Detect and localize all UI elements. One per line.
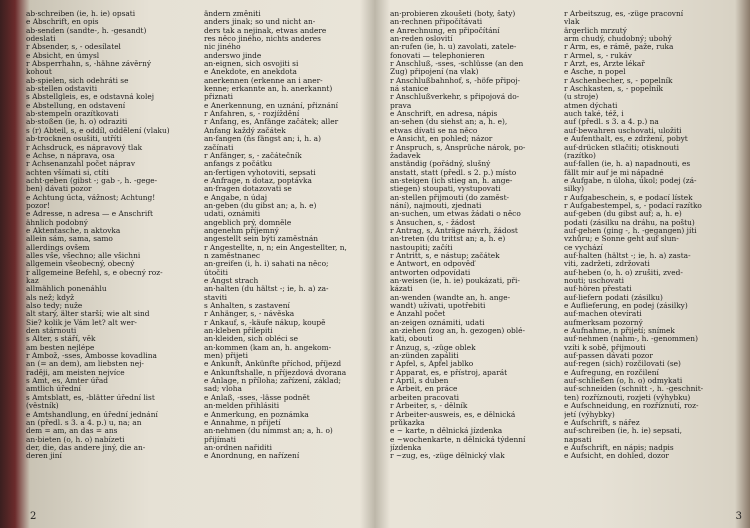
dictionary-line: an·greifen (i, h. i) sahati na něco; [204, 260, 329, 269]
dictionary-line: e Aktentasche, n aktovka [26, 226, 121, 235]
dictionary-line: als než; když [26, 293, 75, 302]
dictionary-line: r Arbeiter-ausweis, es, e dělnická [390, 410, 516, 419]
dictionary-line: anfangs z počátku [204, 160, 273, 169]
dictionary-line: r Antrag, s, Anträge návrh, žádost [390, 226, 518, 235]
dictionary-line: r Arzt, es, Ärzte lékař [564, 60, 645, 69]
dictionary-line: viti, zadržeti, zdržovati [564, 260, 650, 269]
dictionary-line: ab·spielen, sich odehráti se [26, 76, 129, 85]
dictionary-line: den stárnouti [26, 327, 77, 336]
dictionary-line: ten) rozříznouti, rozjeti (výhybku) [564, 393, 691, 402]
dictionary-line: an·rechnen připočítávati [390, 18, 483, 27]
dictionary-line: e Anzahl počet [390, 310, 446, 319]
dictionary-line: e ~ karte, n dělnická jízdenka [390, 427, 503, 436]
dictionary-line: auch také, též, i [564, 110, 624, 119]
dictionary-line: e Antwort, en odpověď [390, 260, 475, 269]
dictionary-line: e Aufgabe, n úloha, úkol; podej (zá- [564, 176, 697, 185]
dictionary-line: r Anschlußverkehr, s připojová do- [390, 93, 520, 102]
dictionary-line: e Aufregung, en rozčilení [564, 368, 659, 377]
dictionary-line: r Absperrhahn, s, -hähne závěrný [26, 60, 152, 69]
dictionary-line: Zug) připojení (na vlak) [390, 68, 479, 77]
dictionary-line: kati, obouti [390, 335, 433, 344]
dictionary-line: e ~wochenkarte, n dělnická týdenní [390, 435, 526, 444]
dictionary-line: s (r) Abteil, s, e oddíl, oddělení (vlaku) [26, 126, 170, 135]
dictionary-line: r Absender, s, - odesílatel [26, 43, 121, 52]
dictionary-line: r Achsdruck, es nápravový tlak [26, 143, 143, 152]
dictionary-line: an·fragen dotazovati se [204, 185, 292, 194]
dictionary-line: e Angabe, n údaj [204, 193, 268, 202]
dictionary-line: auf·passen dávati pozor [564, 352, 653, 361]
dictionary-line: r Aschkasten, s, - popelník [564, 85, 663, 94]
dictionary-line: e Aufsicht, en dohled, dozor [564, 452, 669, 461]
dictionary-line: auf·gehen (ging -, h. -gegangen) jíti [564, 226, 697, 235]
dictionary-line: r Ärmel, s, - rukáv [564, 51, 632, 60]
right-page-column-2 [564, 10, 730, 461]
dictionary-line: an·kommen (kam an, h. angekom- [204, 343, 332, 352]
dictionary-line: r Angestellte, n, n; ein Angestellter, n, [204, 243, 347, 252]
dictionary-line: (razítko) [564, 151, 596, 160]
dictionary-line: ab·stoßen (ie, h. o) odraziti [26, 118, 128, 127]
dictionary-line: auf·machen otevírati [564, 310, 642, 319]
dictionary-line: nastoupiti; začíti [390, 243, 453, 252]
dictionary-line: r Anschlußbahnhof, s, -höfe připoj- [390, 76, 521, 85]
dictionary-line: e Anmerkung, en poznámka [204, 410, 309, 419]
dictionary-line: am besten nejlépe [26, 343, 95, 352]
dictionary-line: e Aufnahme, n přijetí; snímek [564, 327, 675, 336]
dictionary-line: přijímati [204, 435, 237, 444]
dictionary-line: r Apfel, s, Äpfel jablko [390, 360, 474, 369]
right-page-column-1 [390, 10, 558, 461]
dictionary-line: kázati [390, 285, 413, 294]
dictionary-line: auf·fallen (ie, h. a) napadnouti, es [564, 160, 691, 169]
dictionary-line: e Anfrage, n dotaz, poptávka [204, 176, 312, 185]
dictionary-line: an·probieren zkoušeti (boty, šaty) [390, 10, 516, 18]
dictionary-line: etwas dívati se na něco [390, 126, 478, 135]
dictionary-line: auf (předl. s 3. a 4. p.) na [564, 118, 659, 127]
dictionary-line: aufmerksam pozorný [564, 318, 643, 327]
right-page [390, 6, 730, 518]
dictionary-line: anstatt, statt (předl. s 2. p.) místo [390, 168, 517, 177]
dictionary-line: e Aufenthalt, es, e zdržení, pobyt [564, 135, 688, 144]
dictionary-line: r Antritt, s, e nástup; začátek [390, 251, 500, 260]
dictionary-line: alles vše, všechno; alle všichni [26, 251, 141, 260]
dictionary-line: der, die, das andere jiný, die an- [26, 443, 146, 452]
dictionary-line: ab·stempeln orazítkovati [26, 110, 119, 119]
dictionary-line: e Anerkennung, en uznání, přiznání [204, 101, 338, 110]
dictionary-line: e Ankunftshalle, n příjezdová dvorana [204, 368, 347, 377]
dictionary-line: e Anordnung, en nařízení [204, 452, 300, 461]
dictionary-line: r Arbeiter, s, - dělník [390, 402, 468, 411]
dictionary-line: an·reden oslovití [390, 35, 453, 44]
dictionary-line: antworten odpovídati [390, 268, 471, 277]
dictionary-line: r Anfänger, s, - začátečník [204, 151, 302, 160]
dictionary-line: auf·drücken stlačiti; otisknouti [564, 143, 679, 152]
dictionary-line: e Anrechnung, en připočítání [390, 26, 500, 35]
dictionary-line: atmen dýchati [564, 101, 618, 110]
dictionary-line: e Aufschrift, s nářez [564, 418, 640, 427]
dictionary-line: e Anlage, n příloha; zařízení, základ; [204, 377, 342, 386]
dictionary-line: an·nehmen (du nimmst an; a, h. o) [204, 427, 333, 436]
dictionary-line: angestellt sein býti zaměstnán [204, 235, 319, 244]
dictionary-line: e Ankunft, Ankünfte příchod, příjezd [204, 360, 342, 369]
dictionary-line: ab·stellen odstaviti [26, 85, 98, 94]
dictionary-line: e Asche, n popel [564, 68, 626, 77]
dictionary-line: ben) dávati pozor [26, 185, 92, 194]
dictionary-line: vzhůru; e Sonne geht auf slun- [564, 235, 679, 244]
dictionary-line: an·kleben přilepiti [204, 327, 273, 336]
dictionary-line: r Arbeitszug, es, -züge pracovní [564, 10, 684, 18]
dictionary-line: fällt mir auf je mi nápadné [564, 168, 664, 177]
dictionary-line: an·wenden (wandte an, h. ange- [390, 293, 511, 302]
dictionary-line: e Angst strach [204, 277, 259, 285]
dictionary-line: an·sehen (du siehst an; a, h. e), [390, 118, 508, 127]
dictionary-line: e Anlaß, -sses, -lässe podnět [204, 393, 310, 402]
dictionary-line: acht·geben (gibst -; gab -, h. -gege- [26, 176, 158, 185]
dictionary-line: auf·nehmen (nahm-, h. -genommen) [564, 335, 698, 344]
dictionary-line: auf·schreiben (ie, h. ie) sepsati, [564, 427, 682, 436]
dictionary-line: auf·schließen (o, h. o) odmykati [564, 377, 683, 386]
dictionary-line: pozor! [26, 201, 51, 210]
dictionary-line: napsati [564, 435, 592, 444]
dictionary-line: kaz [26, 277, 39, 285]
dictionary-line: also tedy; nuže [26, 302, 83, 311]
dictionary-line: e Aufschrift, en nápis; nadpis [564, 443, 674, 452]
dictionary-line: ders tak a nejinak, etwas andere [204, 26, 327, 35]
dictionary-line: auf·bewahren uschovati, uložiti [564, 126, 682, 135]
dictionary-line: vzíti k sobě, přijmouti [564, 343, 646, 352]
dictionary-line: e Anschrift, en adresa, nápis [390, 110, 498, 119]
dictionary-line: raději, am meisten nejvíce [26, 368, 125, 377]
dictionary-line: e Auflieferung, en podej (zásilky) [564, 302, 688, 311]
dictionary-line: e Abschrift, en opis [26, 18, 99, 27]
dictionary-line: nic jiného [204, 43, 241, 52]
dictionary-line: an·fertigen vyhotoviti, sepsati [204, 168, 316, 177]
dictionary-line: allmählich ponenáhlu [26, 285, 107, 294]
dictionary-line: auf·halten (hältst -; ie, h. a) zasta- [564, 251, 691, 260]
dictionary-line: amtlich úřední [26, 385, 81, 394]
dictionary-line: s Anhalten, s zastavení [204, 302, 290, 311]
dictionary-line: r Ankauf, s, -käufe nákup, koupě [204, 318, 326, 327]
dictionary-line: an (předl. s 3. a 4. p.) u, na; an [26, 418, 142, 427]
dictionary-line: s Abstellgleis, es, e odstavná kolej [26, 93, 154, 102]
dictionary-line: an·treten (du trittst an; a, h. e) [390, 235, 506, 244]
dictionary-line: r Ambož, -sses, Ambosse kovadlina [26, 352, 157, 361]
dictionary-line: an·steigen (ich stieg an, h. ange- [390, 176, 513, 185]
right-page-number: 3 [735, 511, 742, 522]
dictionary-line: an·kleiden, sich obléci se [204, 335, 298, 344]
dictionary-line: an·stellen přijmouti (do zaměst- [390, 193, 510, 202]
dictionary-line: angeblich prý, domněle [204, 218, 292, 227]
dictionary-line: an·zeigen oznámiti, udati [390, 318, 485, 327]
dictionary-line: achten všímati si, ctíti [26, 168, 109, 177]
dictionary-line: anerkennen (erkenne an i aner- [204, 76, 323, 85]
dictionary-line: r April, s duben [390, 377, 449, 386]
dictionary-line: staviti [204, 293, 228, 302]
dictionary-line: kohout [26, 68, 52, 77]
dictionary-line: Sie? kolik je Vám let? alt wer- [26, 318, 137, 327]
dictionary-line: s Amt, es, Ämter úřad [26, 377, 109, 386]
dictionary-line: ändern změniti [204, 10, 261, 18]
dictionary-line: nouti; uschovati [564, 277, 624, 285]
dictionary-line: stiegen) stoupati, vystupovati [390, 185, 501, 194]
dictionary-line: e Abstellung, en odstavení [26, 101, 126, 110]
dictionary-line: wandt) užívati, upotřebiti [390, 302, 486, 311]
dictionary-line: jetí (výhybky) [564, 410, 615, 419]
dictionary-line: s Amtsblatt, es, -blätter úřední list [26, 393, 155, 402]
dictionary-line: kenne; erkannte an, h. anerkannt) [204, 85, 333, 94]
dictionary-line: allerdings ovšem [26, 243, 90, 252]
dictionary-line: přiznati [204, 93, 234, 102]
dictionary-line: e Aufschneidung, en rozříznutí, roz- [564, 402, 699, 411]
dictionary-line: průkazka [390, 418, 425, 427]
dictionary-line: r Anschluß, -sses, -schlüsse (an den [390, 60, 524, 69]
dictionary-line: r ~zug, es, -züge dělnický vlak [390, 452, 505, 461]
dictionary-line: an·ordnen nařiditi [204, 443, 272, 452]
dictionary-line: (věstník) [26, 402, 59, 411]
dictionary-line: an·halten (du hältst -; ie, h. a) za- [204, 285, 329, 294]
dictionary-line: sad; vloha [204, 385, 242, 394]
dictionary-line: (u stroje) [564, 93, 599, 102]
dictionary-line: r Anhänger, s, - návěska [204, 310, 295, 319]
dictionary-line: Anfang každý začátek [204, 126, 286, 135]
dictionary-line: ab·trocknen osušiti, utříti [26, 135, 122, 144]
dictionary-line: an·rufen (ie, h. u) zavolati, zatele- [390, 43, 517, 52]
dictionary-line: e Anekdote, en anekdota [204, 68, 297, 77]
dictionary-line: r Anfang, es, Anfänge začátek; aller [204, 118, 339, 127]
dictionary-line: allein sám, sama, samo [26, 235, 113, 244]
dictionary-line: an·melden přihlásiti [204, 402, 280, 411]
dictionary-line: vlak [564, 18, 580, 27]
dictionary-line: nání), najmouti, zjednati [390, 201, 482, 210]
dictionary-line: auf·heben (o, h. o) zrušiti, zved- [564, 268, 683, 277]
dictionary-line: e Arbeit, en práce [390, 385, 458, 394]
dictionary-line: fonovati — telephonieren [390, 51, 485, 60]
dictionary-line: an·eignen, sich osvojiti si [204, 60, 299, 69]
dictionary-line: udati, oznámiti [204, 210, 261, 219]
dictionary-line: an·suchen, um etwas žádati o něco [390, 210, 521, 219]
dictionary-line: začínati [204, 143, 234, 152]
dictionary-line: angenehm příjemný [204, 226, 279, 235]
dictionary-line: silky) [564, 185, 585, 194]
dictionary-line: r Achsenanzahl počet náprav [26, 160, 136, 169]
left-page-column-1 [26, 10, 198, 461]
dictionary-line: s Alter, s stáří, věk [26, 335, 96, 344]
dictionary-line: ärgerlich mrzutý [564, 26, 627, 35]
dictionary-line: men) přijeti [204, 352, 249, 361]
dictionary-line: r Aufgabestempel, s, - podací razítko [564, 201, 702, 210]
dictionary-line: odeslati [26, 35, 56, 44]
dictionary-line: alt starý, älter starší; wie alt sind [26, 310, 150, 319]
dictionary-line: an·weisen (ie, h. ie) poukázati, při- [390, 277, 520, 285]
dictionary-line: e Adresse, n adresa — e Anschrift [26, 210, 153, 219]
dictionary-line: anständig (pořádný, slušný [390, 160, 491, 169]
dictionary-line: an·fangen (ňs fängst an; i, h. a) [204, 135, 321, 144]
dictionary-line: r Anzug, s, -züge oblek [390, 343, 476, 352]
dictionary-line: auf·schneiden (schnitt -, h. -geschnit- [564, 385, 704, 394]
dictionary-line: arbeiten pracovati [390, 393, 460, 402]
dictionary-line: deren jiní [26, 452, 62, 461]
dictionary-line: útočiti [204, 268, 229, 277]
dictionary-line: žadavek [390, 151, 421, 160]
dictionary-line: e Amtshandlung, en úřední jednání [26, 410, 158, 419]
dictionary-line: an·geben (du gibst an; a, h. e) [204, 201, 317, 210]
dictionary-line: an·ziehen (zog an, h. gezogen) oblé- [390, 327, 525, 336]
dictionary-line: allgemein všeobecný, obecný [26, 260, 135, 269]
dictionary-line: an (= an dem), am liebsten nej- [26, 360, 144, 369]
dictionary-line: auf·hören přestati [564, 285, 632, 294]
dictionary-line: e Annahme, n přijetí [204, 418, 281, 427]
dictionary-line: r Arm, es, e rámě, paže, ruka [564, 43, 674, 52]
dictionary-line: s Ansuchen, s, - žádost [390, 218, 476, 227]
dictionary-line: e Ansicht, en pohled; názor [390, 135, 493, 144]
dictionary-line: r Apparat, es, e přístroj, aparát [390, 368, 508, 377]
dictionary-line: arm chudý, chudobný; ubohý [564, 35, 672, 44]
dictionary-line: r Anfahren, s, - rozjíždění [204, 110, 300, 119]
left-page [22, 6, 374, 518]
dictionary-line: auf·regen (sich) rozčilovati (se) [564, 360, 681, 369]
dictionary-line: dem = am, an das = ans [26, 427, 118, 436]
dictionary-line: ähnlich podobný [26, 218, 88, 227]
dictionary-line: r Aufgabeschein, s, e podací lístek [564, 193, 693, 202]
dictionary-line: auf·liefern podati (zásilku) [564, 293, 663, 302]
dictionary-line: jízdenka [390, 443, 422, 452]
dictionary-line: e Achtung úcta, vážnost; Achtung! [26, 193, 156, 202]
dictionary-line: res něco jiného, nichts anderes [204, 35, 321, 44]
dictionary-line: anders jinak; so und nicht an- [204, 18, 316, 27]
dictionary-line: ab·schreiben (ie, h. ie) opsati [26, 10, 136, 18]
dictionary-line: ce vychází [564, 243, 603, 252]
dictionary-line: ab·senden (sandte-, h. -gesandt) [26, 26, 147, 35]
dictionary-line: podati (zásilku na dráhu, na poštu) [564, 218, 695, 227]
dictionary-line: r allgemeine Befehl, s, e obecný roz- [26, 268, 163, 277]
dictionary-line: ná stanice [390, 85, 429, 94]
left-page-number: 2 [30, 511, 37, 522]
dictionary-line: an·zünden zapáliti [390, 352, 459, 361]
dictionary-line: r Anspruch, s, Ansprüche nárok, po- [390, 143, 526, 152]
dictionary-line: e Achse, n náprava, osa [26, 151, 115, 160]
left-page-column-2 [204, 10, 372, 461]
dictionary-line: r Aschenbecher, s, - popelník [564, 76, 673, 85]
dictionary-line: anderswo jinde [204, 51, 262, 60]
dictionary-line: prava [390, 101, 412, 110]
dictionary-line: an·bieten (o, h. o) nabízeti [26, 435, 125, 444]
dictionary-line: auf·geben (du gibst auf; a, h. e) [564, 210, 682, 219]
dictionary-line: n zaměstnanec [204, 251, 260, 260]
dictionary-line: e Absicht, en úmysl [26, 51, 100, 60]
